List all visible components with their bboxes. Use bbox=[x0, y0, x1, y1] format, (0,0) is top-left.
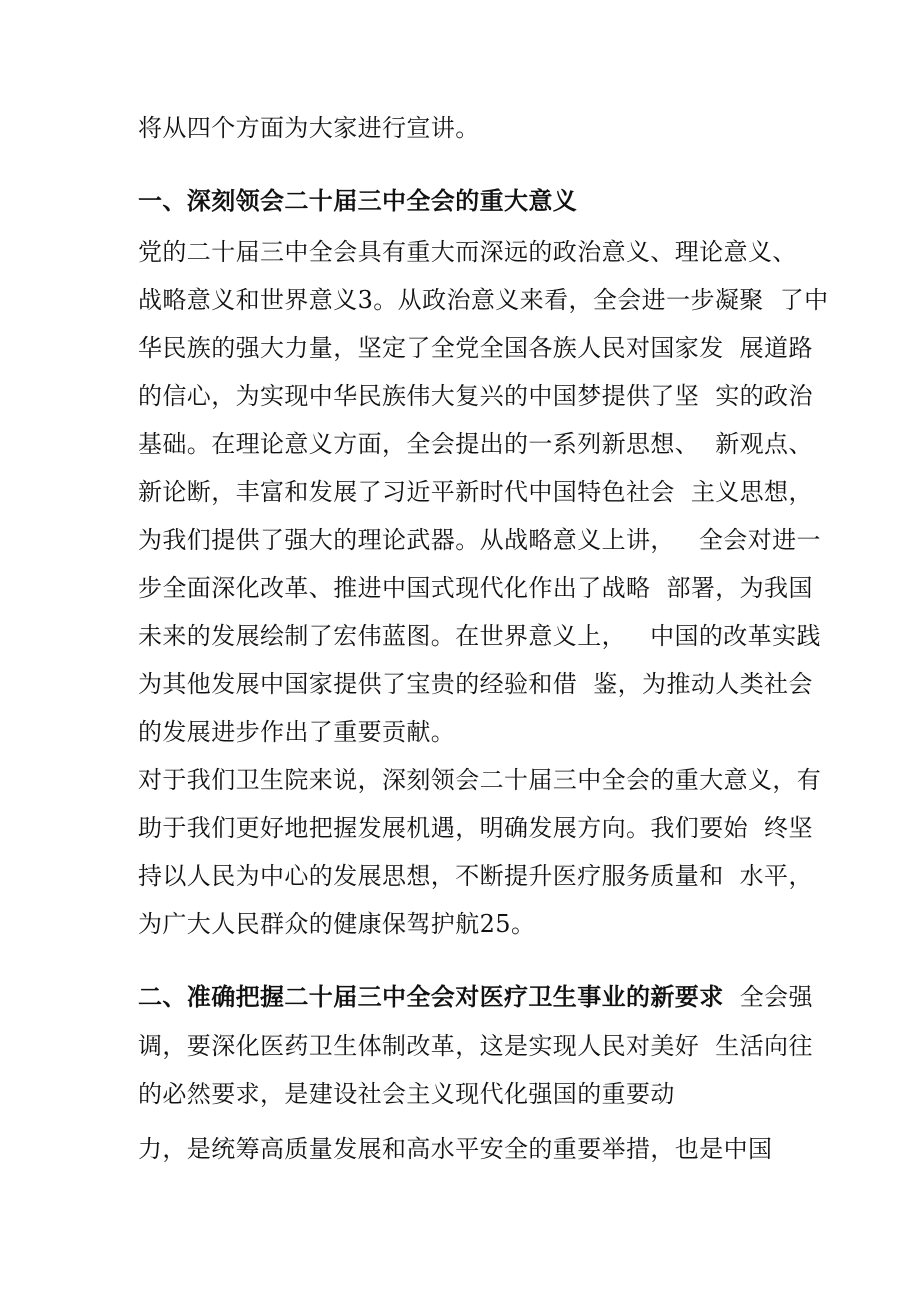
text-line: 全会强 bbox=[723, 983, 813, 1011]
text-line: 步全面深化改革、推进中国式现代化作出了战略 部署，为我国 bbox=[138, 574, 813, 602]
section-heading-line bbox=[138, 981, 813, 1013]
text-line: 持以人民为中心的发展思想，不断提升医疗服务质量和 水平， bbox=[138, 862, 813, 890]
text-line: 基础。在理论意义方面，全会提出的一系列新思想、 新观点、 bbox=[138, 430, 813, 458]
text-line: 华民族的强大力量，坚定了全党全国各族人民对国家发 展道路 bbox=[138, 334, 813, 362]
text-line: 未来的发展绘制了宏伟蓝图。在世界意义上， 中国的改革实践 bbox=[138, 622, 821, 650]
text-line: 调，要深化医药卫生体制改革，这是实现人民对美好 生活向往 bbox=[138, 1032, 813, 1060]
section-heading: 一、深刻领会二十届三中全会的重大意义 bbox=[138, 186, 578, 215]
text-line: 的必然要求，是建设社会主义现代化强国的重要动 bbox=[138, 1080, 675, 1108]
text-line: 助于我们更好地把握发展机遇，明确发展方向。我们要始 终坚 bbox=[138, 814, 813, 842]
text-line: 力，是统筹高质量发展和高水平安全的重要举措，也是中国 bbox=[138, 1135, 773, 1163]
text-line: 将从四个方面为大家进行宣讲。 bbox=[138, 114, 480, 142]
text-line: 为我们提供了强大的理论武器。从战略意义上讲， 全会对进一 bbox=[138, 526, 821, 554]
text-line: 对于我们卫生院来说，深刻领会二十届三中全会的重大意义，有 bbox=[138, 766, 822, 794]
text-line: 战略意义和世界意义3。从政治意义来看，全会进一步凝聚 了中 bbox=[138, 286, 829, 314]
text-line: 的信心，为实现中华民族伟大复兴的中国梦提供了坚 实的政治 bbox=[138, 382, 813, 410]
text-line: 党的二十届三中全会具有重大而深远的政治意义、理论意义、 bbox=[138, 238, 797, 266]
text-line: 为其他发展中国家提供了宝贵的经验和借 鉴，为推动人类社会 bbox=[138, 670, 813, 698]
text-line: 新论断，丰富和发展了习近平新时代中国特色社会 主义思想， bbox=[138, 478, 813, 506]
text-line: 的发展进步作出了重要贡献。 bbox=[138, 718, 456, 746]
text-line: 为广大人民群众的健康保驾护航25。 bbox=[138, 910, 536, 938]
section-heading: 二、准确把握二十届三中全会对医疗卫生事业的新要求 bbox=[138, 982, 724, 1011]
